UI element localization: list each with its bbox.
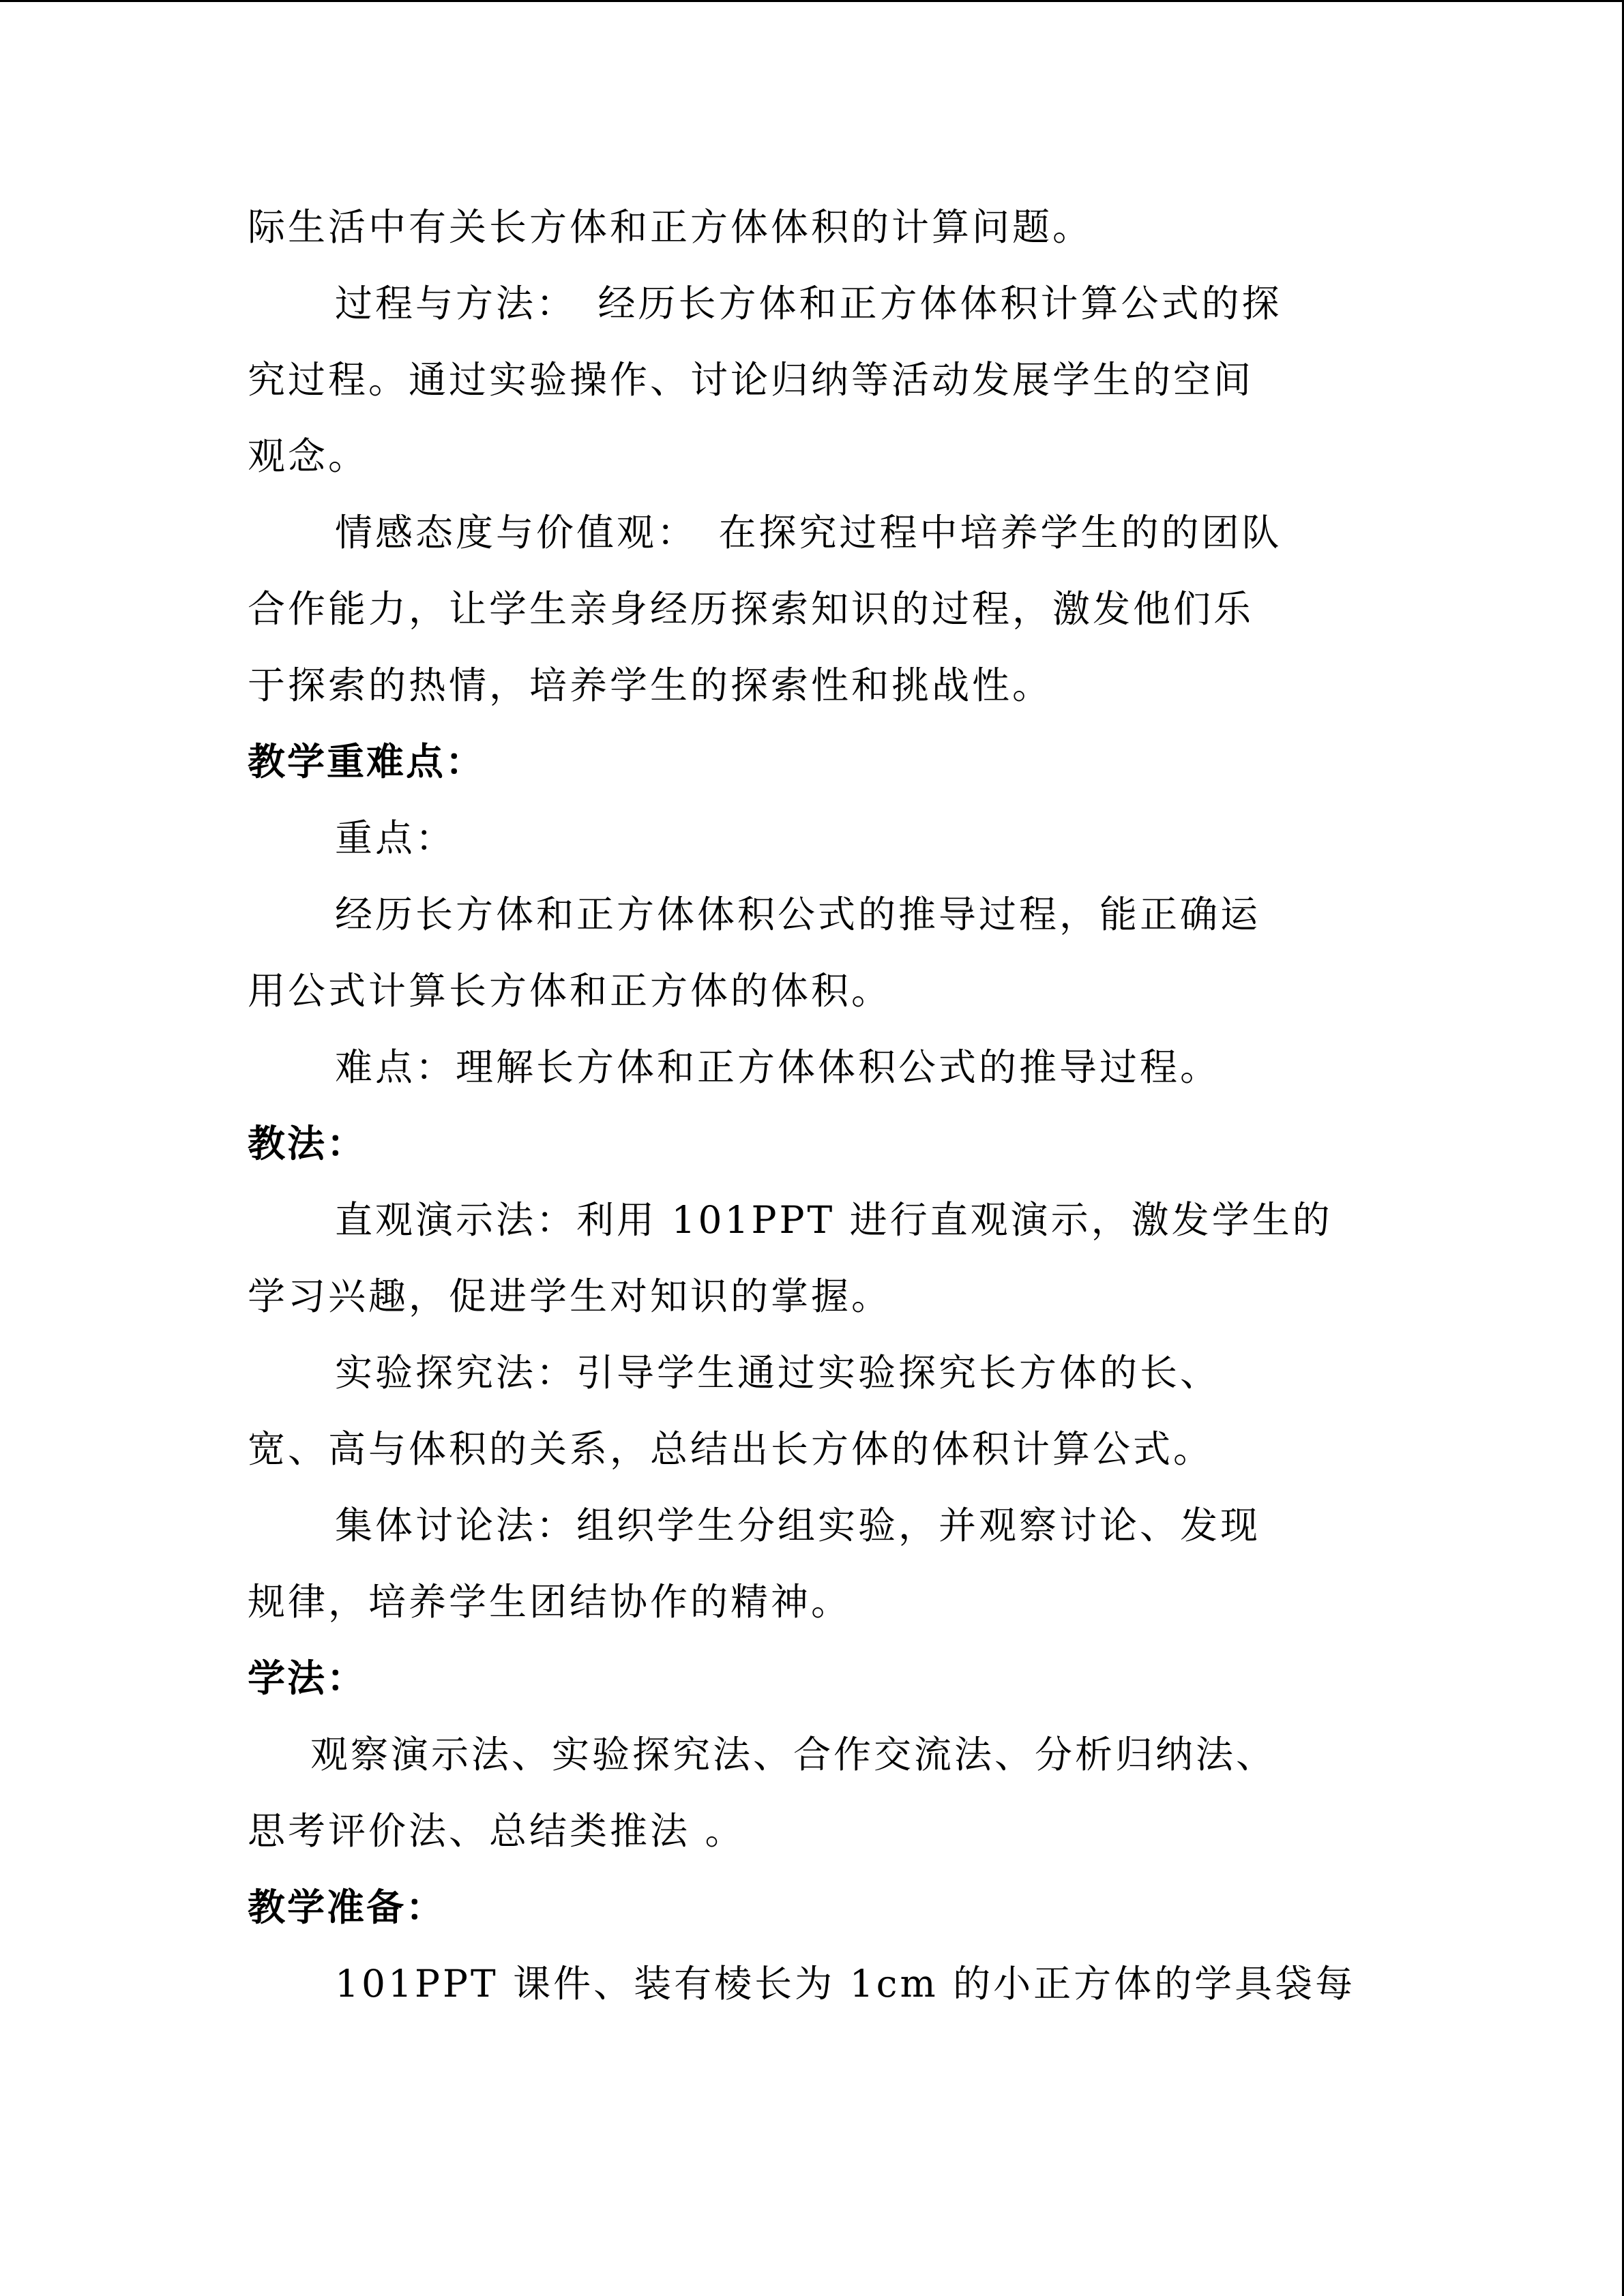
paragraph-line: 于探索的热情，培养学生的探索性和挑战性。 xyxy=(248,664,1053,707)
paragraph-line: 合作能力，让学生亲身经历探索知识的过程，激发他们乐 xyxy=(248,587,1254,631)
paragraph-line: 宽、高与体积的关系，总结出长方体的体积计算公式。 xyxy=(248,1427,1214,1471)
process-method-line: 过程与方法： 经历长方体和正方体体积计算公式的探 xyxy=(335,282,1282,325)
difficult-point-line: 难点：理解长方体和正方体体积公式的推导过程。 xyxy=(335,1045,1221,1089)
section-heading-key-points: 教学重难点： xyxy=(248,740,486,784)
paragraph-line: 经历长方体和正方体体积公式的推导过程，能正确运 xyxy=(335,893,1261,936)
paragraph-line: 观念。 xyxy=(248,434,369,478)
paragraph-line: 学习兴趣，促进学生对知识的掌握。 xyxy=(248,1274,892,1318)
emotion-attitude-line: 情感态度与价值观： 在探究过程中培养学生的的团队 xyxy=(335,511,1282,554)
paragraph-line: 际生活中有关长方体和正方体体积的计算问题。 xyxy=(248,205,1093,249)
key-point-label: 重点： xyxy=(335,816,456,860)
section-heading-learning-methods: 学法： xyxy=(248,1656,367,1700)
paragraph-line: 规律，培养学生团结协作的精神。 xyxy=(248,1580,852,1624)
paragraph-line: 101PPT 课件、装有棱长为 1cm 的小正方体的学具袋每 xyxy=(335,1962,1356,2006)
paragraph-line: 观察演示法、实验探究法、合作交流法、分析归纳法、 xyxy=(310,1733,1277,1776)
section-heading-preparation: 教学准备： xyxy=(248,1885,446,1929)
section-heading-teaching-methods: 教法： xyxy=(248,1122,367,1165)
paragraph-line: 思考评价法、总结类推法 。 xyxy=(248,1809,745,1853)
paragraph-line: 集体讨论法：组织学生分组实验，并观察讨论、发现 xyxy=(335,1504,1261,1547)
paragraph-line: 用公式计算长方体和正方体的体积。 xyxy=(248,969,892,1013)
paragraph-line: 究过程。通过实验操作、讨论归纳等活动发展学生的空间 xyxy=(248,358,1254,402)
paragraph-line: 实验探究法：引导学生通过实验探究长方体的长、 xyxy=(335,1351,1221,1395)
paragraph-line: 直观演示法：利用 101PPT 进行直观演示，激发学生的 xyxy=(335,1198,1333,1242)
